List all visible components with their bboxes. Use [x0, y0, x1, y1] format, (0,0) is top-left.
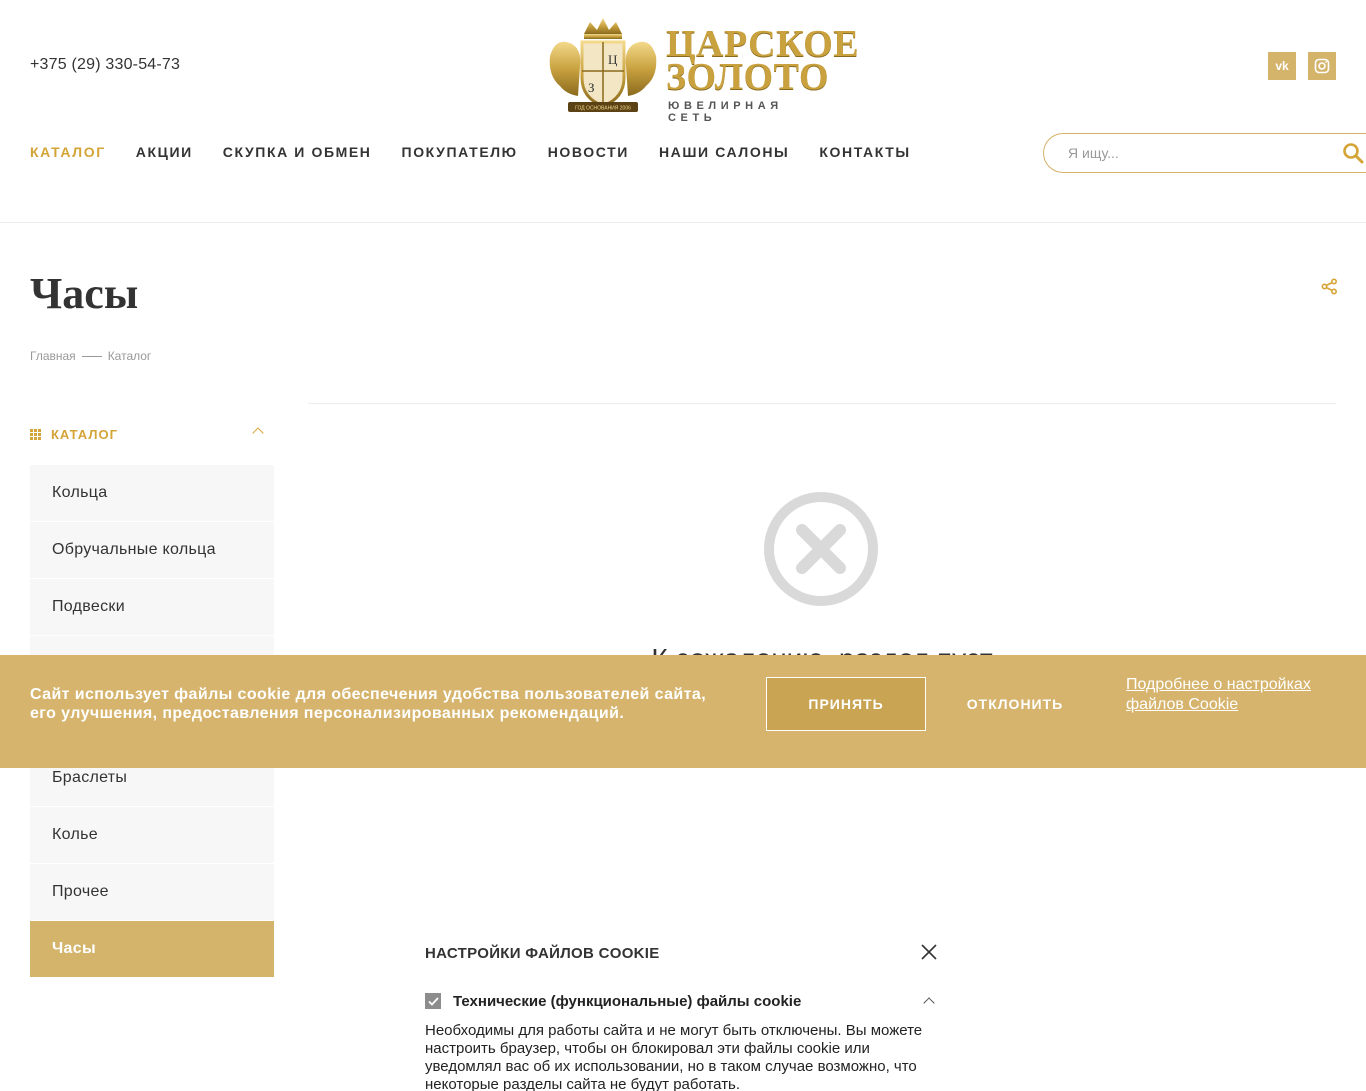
phone-number[interactable]: +375 (29) 330-54-73	[30, 56, 181, 73]
technical-cookies-label[interactable]: Технические (функциональные) файлы cookie	[453, 993, 802, 1010]
share-icon[interactable]	[1321, 278, 1338, 295]
cookie-banner-text: Сайт использует файлы cookie для обеспечения удобства пользователей сайта, его улучшения, предоставления персонализированных рекомендаций.	[30, 686, 707, 722]
cookie-settings-link[interactable]: Подробнее о настройках файлов Cookie	[1126, 676, 1311, 713]
sidebar-item-wedding-rings[interactable]: Обручальные кольца	[30, 522, 274, 578]
sidebar-item-necklaces[interactable]: Колье	[30, 807, 274, 863]
chevron-up-icon[interactable]	[252, 427, 263, 438]
sidebar-catalog-header[interactable]	[30, 424, 274, 444]
logo[interactable]	[542, 16, 860, 124]
breadcrumb-separator	[82, 356, 102, 357]
chevron-up-icon[interactable]	[923, 997, 934, 1008]
emblem-letter-z: З	[588, 80, 595, 95]
search-input[interactable]	[1068, 143, 1318, 163]
grid-icon	[30, 429, 41, 440]
technical-cookies-checkbox[interactable]	[425, 993, 441, 1009]
decline-cookies-button[interactable]: ОТКЛОНИТЬ	[950, 677, 1080, 731]
accept-cookies-button[interactable]: ПРИНЯТЬ	[766, 677, 926, 731]
empty-section-icon	[762, 490, 880, 608]
nav-buyback-exchange[interactable]: СКУПКА И ОБМЕН	[222, 144, 372, 160]
search-box	[1043, 133, 1366, 173]
nav-promotions[interactable]: АКЦИИ	[135, 144, 193, 160]
content-divider	[308, 403, 1336, 404]
sidebar-item-bracelets[interactable]: Браслеты	[30, 750, 274, 806]
header-divider	[0, 222, 1366, 223]
nav-our-salons[interactable]: НАШИ САЛОНЫ	[658, 144, 790, 160]
crest-emblem	[542, 16, 664, 116]
sidebar-heading: КАТАЛОГ	[51, 426, 118, 442]
sidebar-item-rings[interactable]: Кольца	[30, 465, 274, 521]
breadcrumb-home[interactable]: Главная	[30, 349, 76, 363]
vk-icon[interactable]: vk	[1268, 52, 1296, 80]
main-nav	[30, 144, 911, 160]
instagram-icon[interactable]	[1308, 52, 1336, 80]
nav-news[interactable]: НОВОСТИ	[547, 144, 629, 160]
emblem-letter-ts: Ц	[608, 52, 618, 67]
nav-for-buyer[interactable]: ПОКУПАТЕЛЮ	[401, 144, 518, 160]
cookie-banner	[0, 655, 1366, 768]
logo-title: ЦАРСКОЕ ЗОЛОТО	[666, 23, 860, 98]
breadcrumb-catalog[interactable]: Каталог	[107, 349, 152, 363]
page-title: Часы	[30, 269, 139, 318]
breadcrumb	[30, 349, 151, 363]
close-icon[interactable]	[920, 943, 938, 961]
nav-contacts[interactable]: КОНТАКТЫ	[819, 144, 911, 160]
sidebar-item-pendants[interactable]: Подвески	[30, 579, 274, 635]
sidebar-item-watches[interactable]: Часы	[30, 921, 274, 977]
technical-cookies-description: Необходимы для работы сайта и не могут быть отключены. Вы можете настроить браузер, чтобы он блокировал эти файлы cookie или уведомлял вас об их использовании, но в таком случае возможно, что некоторые разделы сайта не будут работать.	[425, 1022, 923, 1091]
sidebar-item-other[interactable]: Прочее	[30, 864, 274, 920]
search-icon[interactable]	[1342, 142, 1364, 164]
emblem-ribbon-text: ГОД ОСНОВАНИЯ 2006	[575, 105, 631, 112]
nav-catalog[interactable]: КАТАЛОГ	[30, 144, 106, 160]
cookie-settings-title: НАСТРОЙКИ ФАЙЛОВ COOKIE	[425, 945, 660, 962]
logo-subtitle: ЮВЕЛИРНАЯ СЕТЬ	[668, 100, 783, 124]
